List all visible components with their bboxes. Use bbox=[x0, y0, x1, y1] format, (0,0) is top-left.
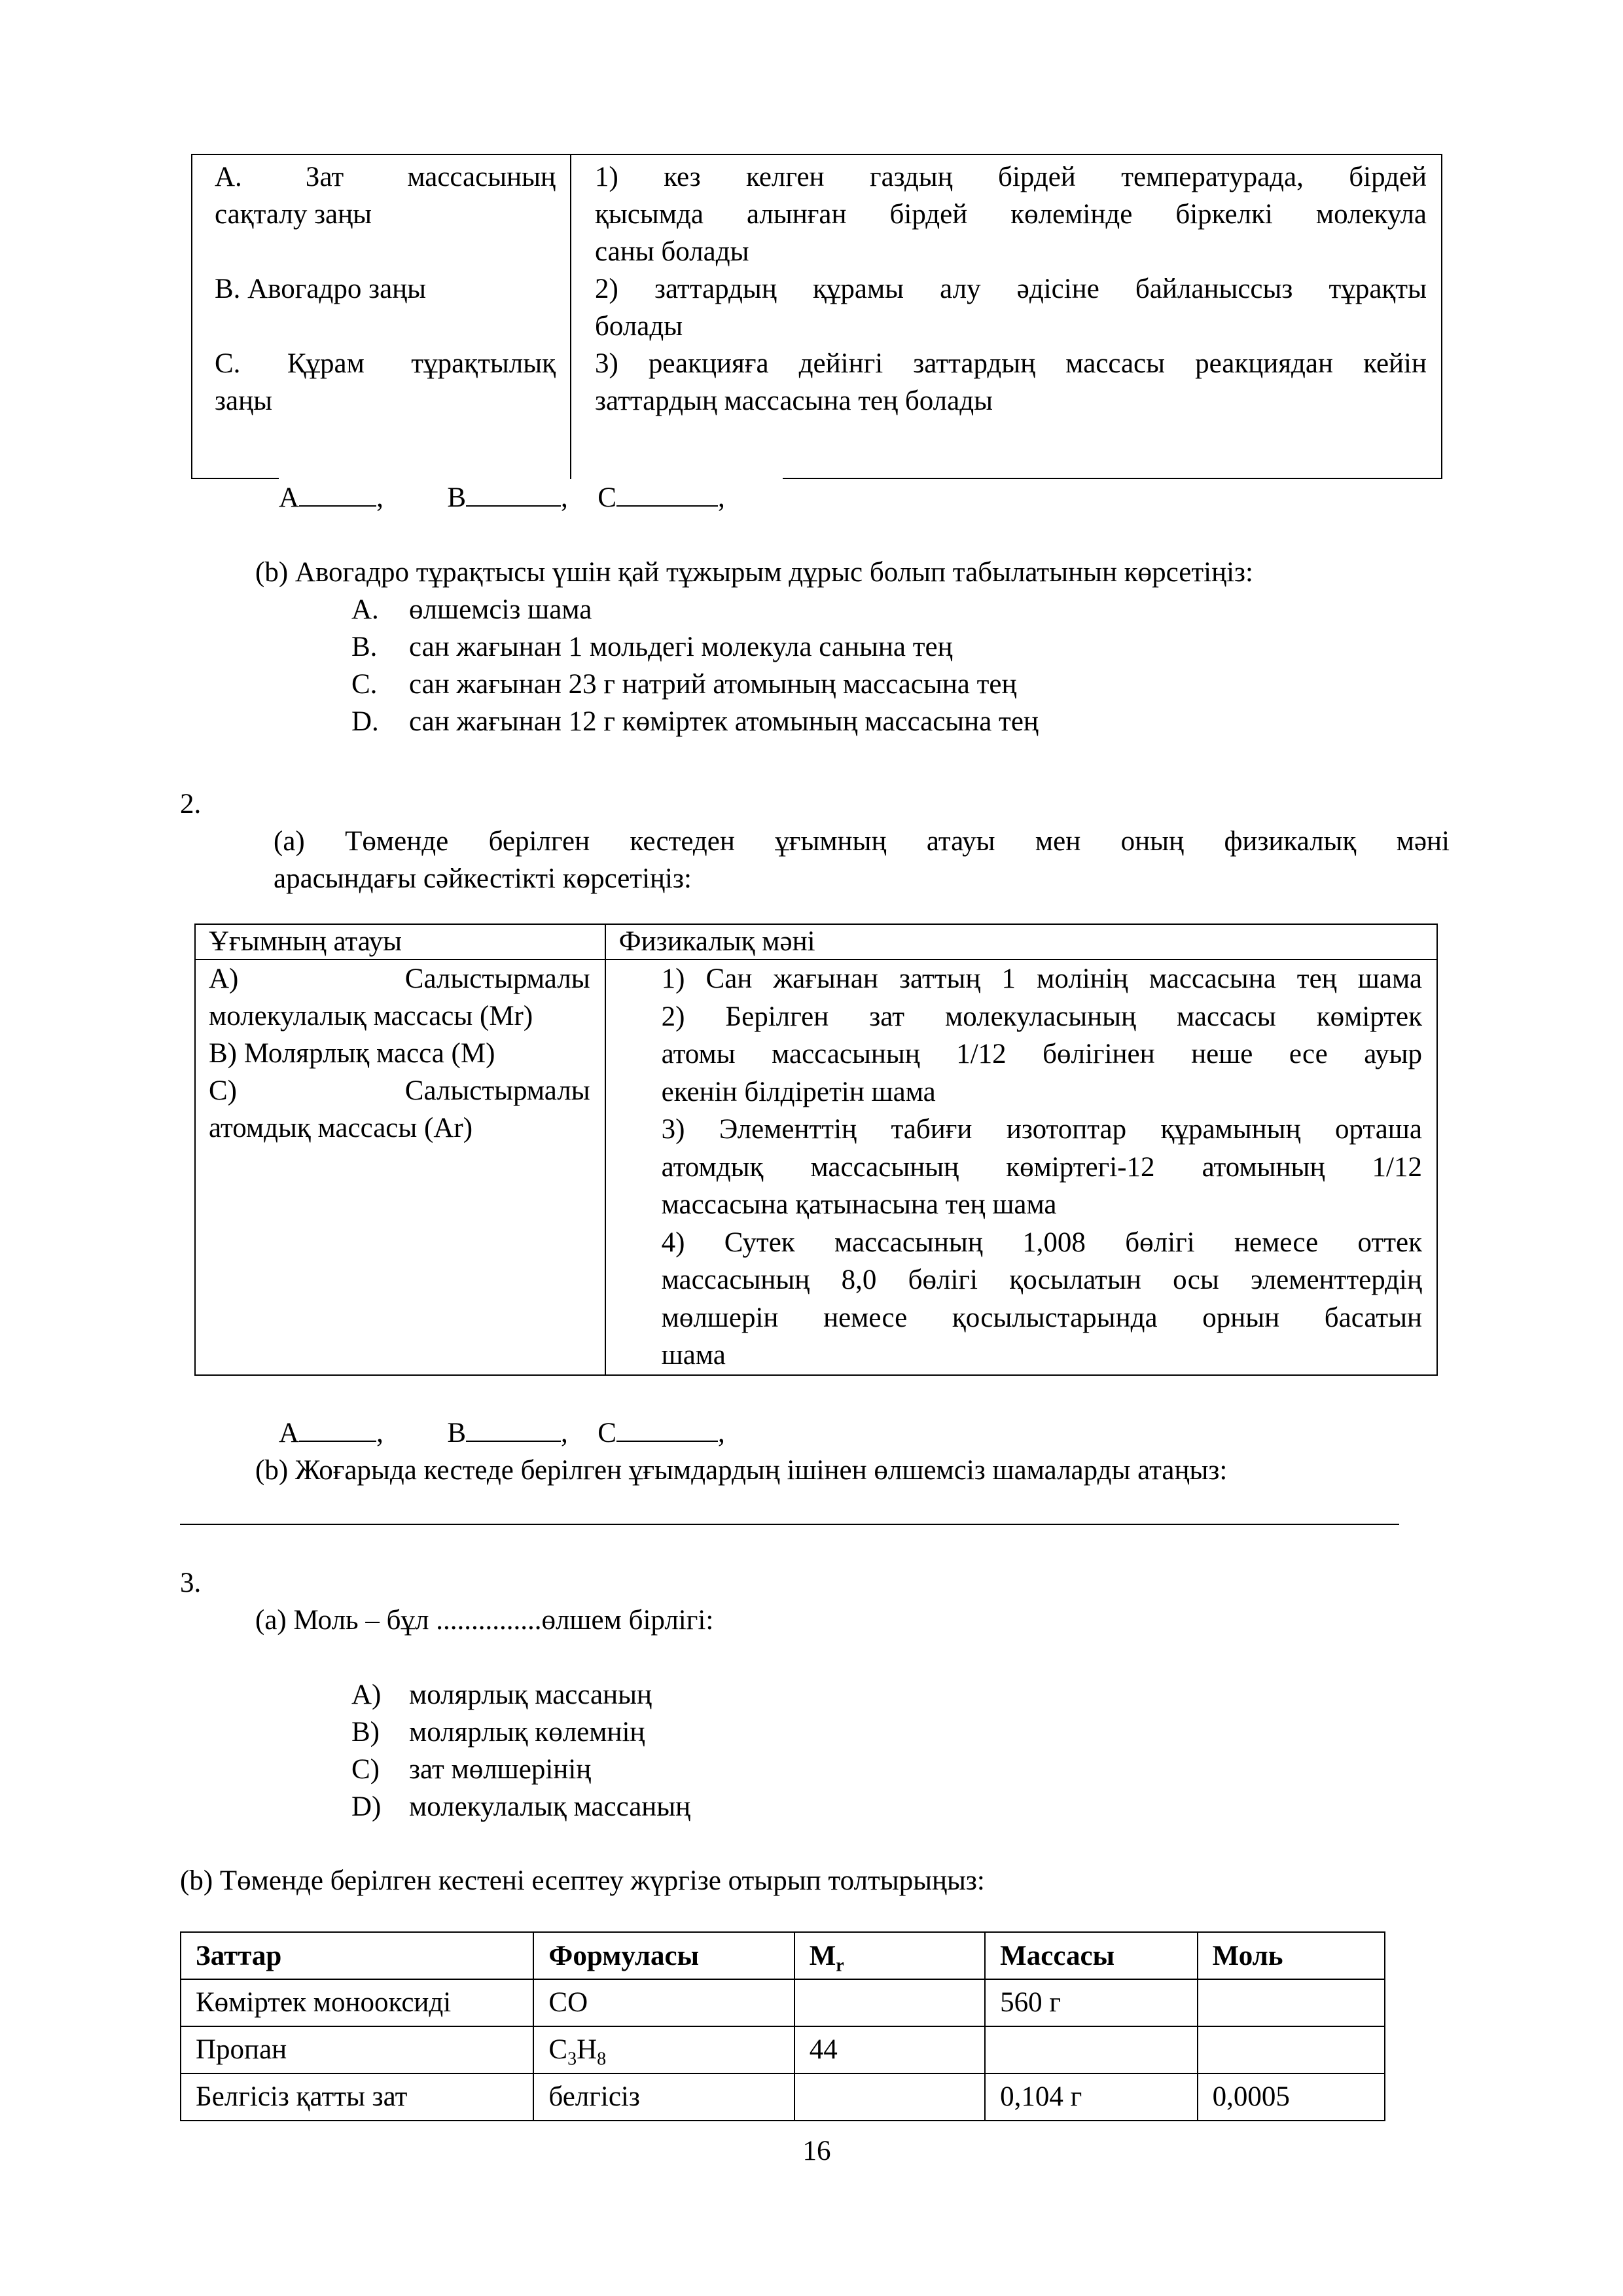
cell-name: Белгісіз қатты зат bbox=[181, 2073, 533, 2121]
law-a-line2: сақталу заңы bbox=[215, 199, 372, 230]
law-c-line2: заңы bbox=[215, 386, 272, 416]
meanings-cell bbox=[605, 960, 1437, 1375]
cell-formula: белгісіз bbox=[533, 2073, 794, 2121]
q1b-question: (b) Авогадро тұрақтысы үшін қай тұжырым дұрыс болып табылатынын көрсетіңіз: bbox=[255, 557, 1253, 588]
table-row bbox=[181, 2073, 1385, 2121]
meaning-3-line3: массасына қатынасына тең шама bbox=[661, 1189, 1057, 1220]
laws-column bbox=[192, 155, 571, 479]
cell-mole: 0,0005 bbox=[1198, 2073, 1385, 2121]
answer-b-label: B bbox=[447, 1418, 466, 1448]
meaning-4-line1: 4) Сутек массасының 1,008 бөлігі немесе оттек bbox=[661, 1227, 1422, 1258]
meaning-4-line2: массасының 8,0 бөлігі қосылатын осы элементтердің bbox=[661, 1265, 1422, 1295]
answer-c-label: C bbox=[597, 482, 616, 513]
header-meaning: Физикалық мәні bbox=[605, 924, 1437, 960]
concept-a-line2: молекулалық массасы (Mr) bbox=[209, 1001, 533, 1031]
meaning-2-line1: 2) Берілген зат молекуласының массасы көміртек bbox=[661, 1001, 1422, 1032]
q3b-question: (b) Төменде берілген кестені есептеу жүргізе отырып толтырыңыз: bbox=[180, 1865, 985, 1896]
cell-mass[interactable] bbox=[985, 2026, 1198, 2073]
answer-a-blank[interactable] bbox=[299, 1414, 376, 1442]
q3a-option-c[interactable]: C) зат мөлшерінің bbox=[351, 1754, 592, 1785]
answer-c-blank[interactable] bbox=[616, 1414, 718, 1442]
q1b-options bbox=[351, 591, 1039, 740]
answer-a-label: A bbox=[279, 482, 300, 513]
statement-1-line3: саны болады bbox=[595, 236, 749, 267]
statements-column bbox=[571, 155, 1441, 479]
statement-3-line1: 3) реакцияға дейінгі заттардың массасы реакциядан кейін bbox=[595, 348, 1427, 379]
law-c-line1: C. Құрам тұрақтылық bbox=[215, 348, 556, 379]
table-row bbox=[181, 2026, 1385, 2073]
answer-a-blank[interactable] bbox=[299, 479, 376, 507]
cell-formula: $C_3H_8$ bbox=[533, 2026, 794, 2073]
meaning-2-line2: атомы массасының 1/12 бөлігінен неше есе ауыр bbox=[661, 1039, 1422, 1069]
meaning-4-line3: мөлшерін немесе қосылыстарында орнын басатын bbox=[661, 1302, 1422, 1333]
meaning-3-line1: 3) Элементтің табиғи изотоптар құрамының орташа bbox=[661, 1114, 1422, 1145]
matching-table-laws bbox=[191, 154, 1442, 479]
concepts-cell bbox=[195, 960, 605, 1375]
page-number: 16 bbox=[802, 2136, 831, 2166]
cell-mass: 0,104 г bbox=[985, 2073, 1198, 2121]
meaning-1: 1) Сан жағынан заттың 1 молінің массасына тең шама bbox=[661, 963, 1422, 994]
answer-a-label: A bbox=[279, 1418, 300, 1448]
table-bottom-border-left bbox=[192, 478, 279, 479]
meaning-3-line2: атомдық массасының көміртегі-12 атомының 1/12 bbox=[661, 1151, 1422, 1183]
concept-c-line1: C) Салыстырмалы bbox=[209, 1075, 590, 1106]
statement-2-line1: 2) заттардың құрамы алу әдісіне байланыссыз тұрақты bbox=[595, 274, 1427, 304]
q3a-option-d[interactable]: D) молекулалық массаның bbox=[351, 1791, 691, 1822]
statement-1-line1: 1) кез келген газдың бірдей температурада, бірдей bbox=[595, 162, 1427, 192]
answer-b-blank[interactable] bbox=[466, 479, 561, 507]
statement-3-line2: заттардың массасына тең болады bbox=[595, 386, 993, 416]
header-mass: Массасы bbox=[985, 1932, 1198, 1979]
table-bottom-border-right bbox=[783, 478, 1441, 479]
header-substances: Заттар bbox=[181, 1932, 533, 1979]
q2a-line1: (a) Төменде берілген кестеден ұғымның атауы мен оның физикалық мәні bbox=[274, 826, 1450, 857]
cell-mr: 44 bbox=[794, 2026, 985, 2073]
statement-2-line2: болады bbox=[595, 311, 683, 342]
q3a-question: (a) Моль – бұл ...............өлшем бірлігі: bbox=[255, 1605, 714, 1636]
header-mole: Моль bbox=[1198, 1932, 1385, 1979]
q1-answer-line: A , B , C , bbox=[279, 479, 725, 516]
answer-c-label: C bbox=[597, 1418, 616, 1448]
q3a-option-b[interactable]: B) молярлық көлемнің bbox=[351, 1717, 645, 1748]
concept-b: B) Молярлық масса (M) bbox=[209, 1038, 495, 1069]
q3a-option-a[interactable]: A) молярлық массаның bbox=[351, 1679, 652, 1710]
cell-mass: 560 г bbox=[985, 1979, 1198, 2026]
answer-c-blank[interactable] bbox=[616, 479, 718, 507]
header-concept: Ұғымның атауы bbox=[195, 924, 605, 960]
answer-b-blank[interactable] bbox=[466, 1414, 561, 1442]
meaning-4-line4: шама bbox=[661, 1340, 726, 1371]
cell-mole[interactable] bbox=[1198, 2026, 1385, 2073]
cell-mr[interactable] bbox=[794, 1979, 985, 2026]
law-b: B. Авогадро заңы bbox=[215, 274, 427, 304]
q3-number: 3. bbox=[180, 1568, 202, 1598]
q1b-option-a[interactable]: A. өлшемсіз шама bbox=[351, 594, 592, 625]
concept-c-line2: атомдық массасы (Ar) bbox=[209, 1113, 473, 1143]
answer-b-label: B bbox=[447, 482, 466, 513]
q2-answer-line: A , B , C , bbox=[279, 1414, 725, 1452]
law-a-line1: A. Зат массасының bbox=[215, 162, 556, 192]
q2b-answer-line[interactable] bbox=[180, 1524, 1399, 1525]
concept-a-line1: A) Салыстырмалы bbox=[209, 963, 590, 994]
q3a-options bbox=[351, 1676, 690, 1825]
header-formula: Формуласы bbox=[533, 1932, 794, 1979]
cell-name: Көміртек монооксиді bbox=[181, 1979, 533, 2026]
q2-number: 2. bbox=[180, 789, 202, 819]
statement-1-line2: қысымда алынған бірдей көлемінде біркелкі молекула bbox=[595, 199, 1427, 230]
cell-formula: CO bbox=[533, 1979, 794, 2026]
meaning-2-line3: екенін білдіретін шама bbox=[661, 1076, 936, 1107]
q2a-line2: арасындағы сәйкестікті көрсетіңіз: bbox=[274, 863, 692, 894]
matching-table-quantities bbox=[194, 924, 1438, 1376]
q2b-question: (b) Жоғарыда кестеде берілген ұғымдардың ішінен өлшемсіз шамаларды атаңыз: bbox=[255, 1455, 1228, 1486]
q1b-option-d[interactable]: D. сан жағынан 12 г көміртек атомының массасына тең bbox=[351, 706, 1039, 737]
header-mr: $M_r$ bbox=[794, 1932, 985, 1979]
cell-mole[interactable] bbox=[1198, 1979, 1385, 2026]
table-row bbox=[181, 1979, 1385, 2026]
cell-name: Пропан bbox=[181, 2026, 533, 2073]
calculation-table bbox=[180, 1931, 1385, 2121]
cell-mr[interactable] bbox=[794, 2073, 985, 2121]
q1b-option-b[interactable]: B. сан жағынан 1 мольдегі молекула санына тең bbox=[351, 632, 953, 662]
q1b-option-c[interactable]: C. сан жағынан 23 г натрий атомының массасына тең bbox=[351, 669, 1017, 700]
